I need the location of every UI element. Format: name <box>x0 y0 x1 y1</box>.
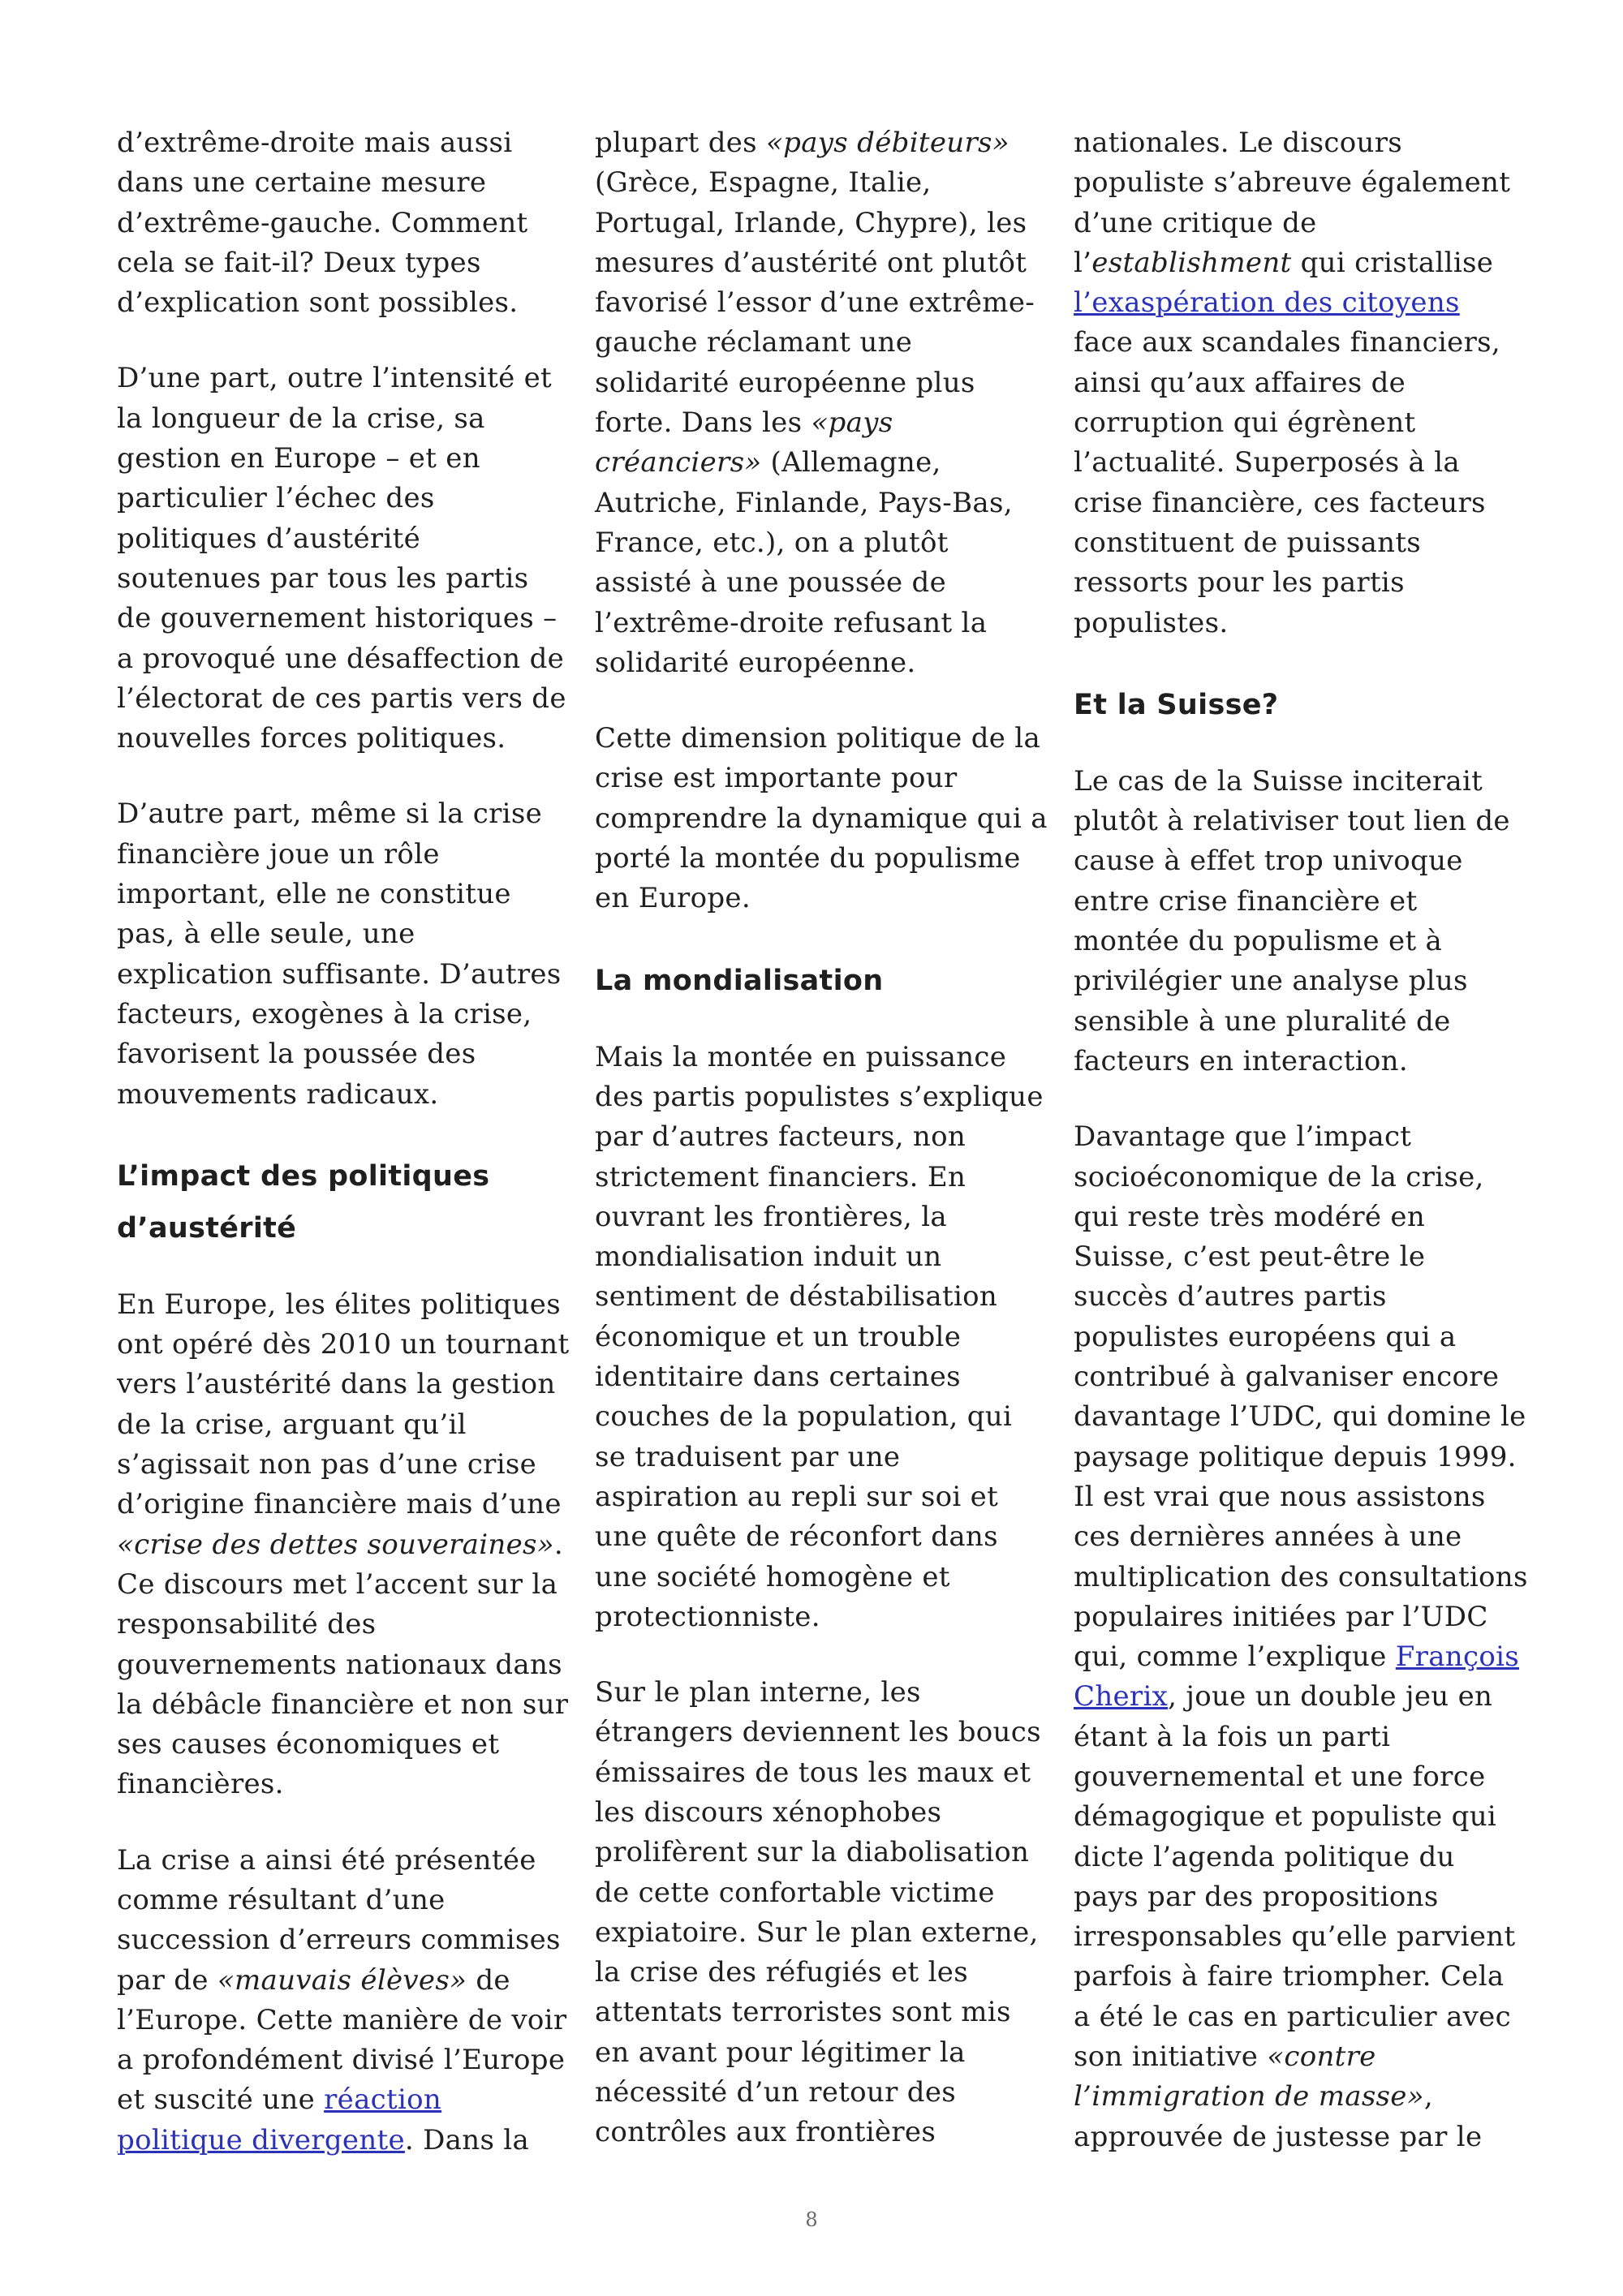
emphasis: «mauvais élèves» <box>217 1963 467 1997</box>
paragraph: Sur le plan interne, les étrangers deviennent les boucs émissaires de tous les maux et les discours xénophobes prolifèrent sur la diabolisation de cette confortable victime expiatoire. Sur le plan externe, la crise des réfugiés et les attentats terroristes sont mis en avant pour légitimer la nécessité d’un retour des contrôles aux frontières <box>595 1676 1041 2149</box>
emphasis: «contre l’immigration de masse» <box>1074 2040 1424 2113</box>
paragraph: Davantage que l’impact socioéconomique de la crise, qui reste très modéré en Suisse, c’est peut-être le succès d’autres partis populistes européens qui a contribué à galvaniser encore davantage l’UDC, qui domine le paysage politique depuis 1999. Il est vrai que nous assistons ces dernières années à une multiplication des consultations populaires initiées par l’UDC qui, comme l’explique François Cherix, joue un double jeu en étant à la fois un parti gouvernemental et une force démagogique et populiste qui dicte l’agenda politique du pays par des propositions irresponsables qu’elle parvient parfois à faire triompher. Cela a été le cas en particulier avec son initiative «contre l’immigration de masse», approuvée de justesse par le <box>1074 1120 1528 2153</box>
page-number: 8 <box>805 2208 818 2231</box>
paragraph: Le cas de la Suisse inciterait plutôt à relativiser tout lien de cause à effet trop univoque entre crise financière et montée du populisme et à privilégier une analyse plus sensible à une pluralité de facteurs en interaction. <box>1074 764 1510 1077</box>
section-heading-suisse: Et la Suisse? <box>1074 688 1279 721</box>
paragraph: D’autre part, même si la crise financière joue un rôle important, elle ne constitue pas, à elle seule, une explication suffisante. D’autres facteurs, exogènes à la crise, favorisent la poussée des mouvements radicaux. <box>117 798 562 1111</box>
column-left <box>117 123 571 2196</box>
column-right <box>1074 123 1528 2193</box>
link-francois-cherix[interactable]: François Cherix <box>1074 1640 1520 1713</box>
emphasis: «crise des dettes souveraines» <box>117 1528 554 1561</box>
link-exasperation-citoyens[interactable]: l’exaspération des citoyens <box>1074 286 1460 320</box>
paragraph: Mais la montée en puissance des partis populistes s’explique par d’autres facteurs, non strictement financiers. En ouvrant les frontières, la mondialisation induit un sentiment de déstabilisation économique et un trouble identitaire dans certaines couches de la population, qui se traduisent par une aspiration au repli sur soi et une quête de réconfort dans une société homogène et protectionniste. <box>595 1040 1044 1633</box>
paragraph: La crise a ainsi été présentée comme résultant d’une succession d’erreurs commises par de «mauvais élèves» de l’Europe. Cette manière de voir a profondément divisé l’Europe et suscité une réaction politique divergente. Dans la <box>117 1843 567 2156</box>
emphasis: establishment <box>1091 246 1292 279</box>
paragraph: D’une part, outre l’intensité et la longueur de la crise, sa gestion en Europe – et en particulier l’échec des politiques d’austérité soutenues par tous les partis de gouvernement historiques – a provoqué une désaffection de l’électorat de ces partis vers de nouvelles forces politiques. <box>117 362 566 755</box>
link-reaction-politique[interactable]: réaction politique divergente <box>117 2083 442 2156</box>
emphasis: «pays créanciers» <box>595 406 893 479</box>
paragraph: plupart des «pays débiteurs» (Grèce, Espagne, Italie, Portugal, Irlande, Chypre), les mesures d’austérité ont plutôt favorisé l’essor d’une extrême-gauche réclamant une solidarité européenne plus forte. Dans les «pays créanciers» (Allemagne, Autriche, Finlande, Pays-Bas, France, etc.), on a plutôt assisté à une poussée de l’extrême-droite refusant la solidarité européenne. <box>595 127 1035 679</box>
paragraph: En Europe, les élites politiques ont opéré dès 2010 un tournant vers l’austérité dans la gestion de la crise, arguant qu’il s’agissait non pas d’une crise d’origine financière mais d’une «crise des dettes souveraines». Ce discours met l’accent sur la responsabilité des gouvernements nationaux dans la débâcle financière et non sur ses causes économiques et financières. <box>117 1288 570 1801</box>
column-middle <box>595 123 1049 2189</box>
paragraph: d’extrême-droite mais aussi dans une certaine mesure d’extrême-gauche. Comment cela se fait-il? Deux types d’explication sont possibles. <box>117 127 528 320</box>
paragraph: Cette dimension politique de la crise est importante pour comprendre la dynamique qui a porté la montée du populisme en Europe. <box>595 722 1048 915</box>
paragraph: nationales. Le discours populiste s’abreuve également d’une critique de l’establishment qui cristallise l’exaspération des citoyens face aux scandales financiers, ainsi qu’aux affaires de corruption qui égrènent l’actualité. Superposés à la crise financière, ces facteurs constituent de puissants ressorts pour les partis populistes. <box>1074 127 1511 639</box>
emphasis: «pays débiteurs» <box>766 127 1010 159</box>
section-heading-mondialisation: La mondialisation <box>595 964 884 997</box>
section-heading-austerity: L’impact des politiques d’austérité <box>117 1159 490 1245</box>
